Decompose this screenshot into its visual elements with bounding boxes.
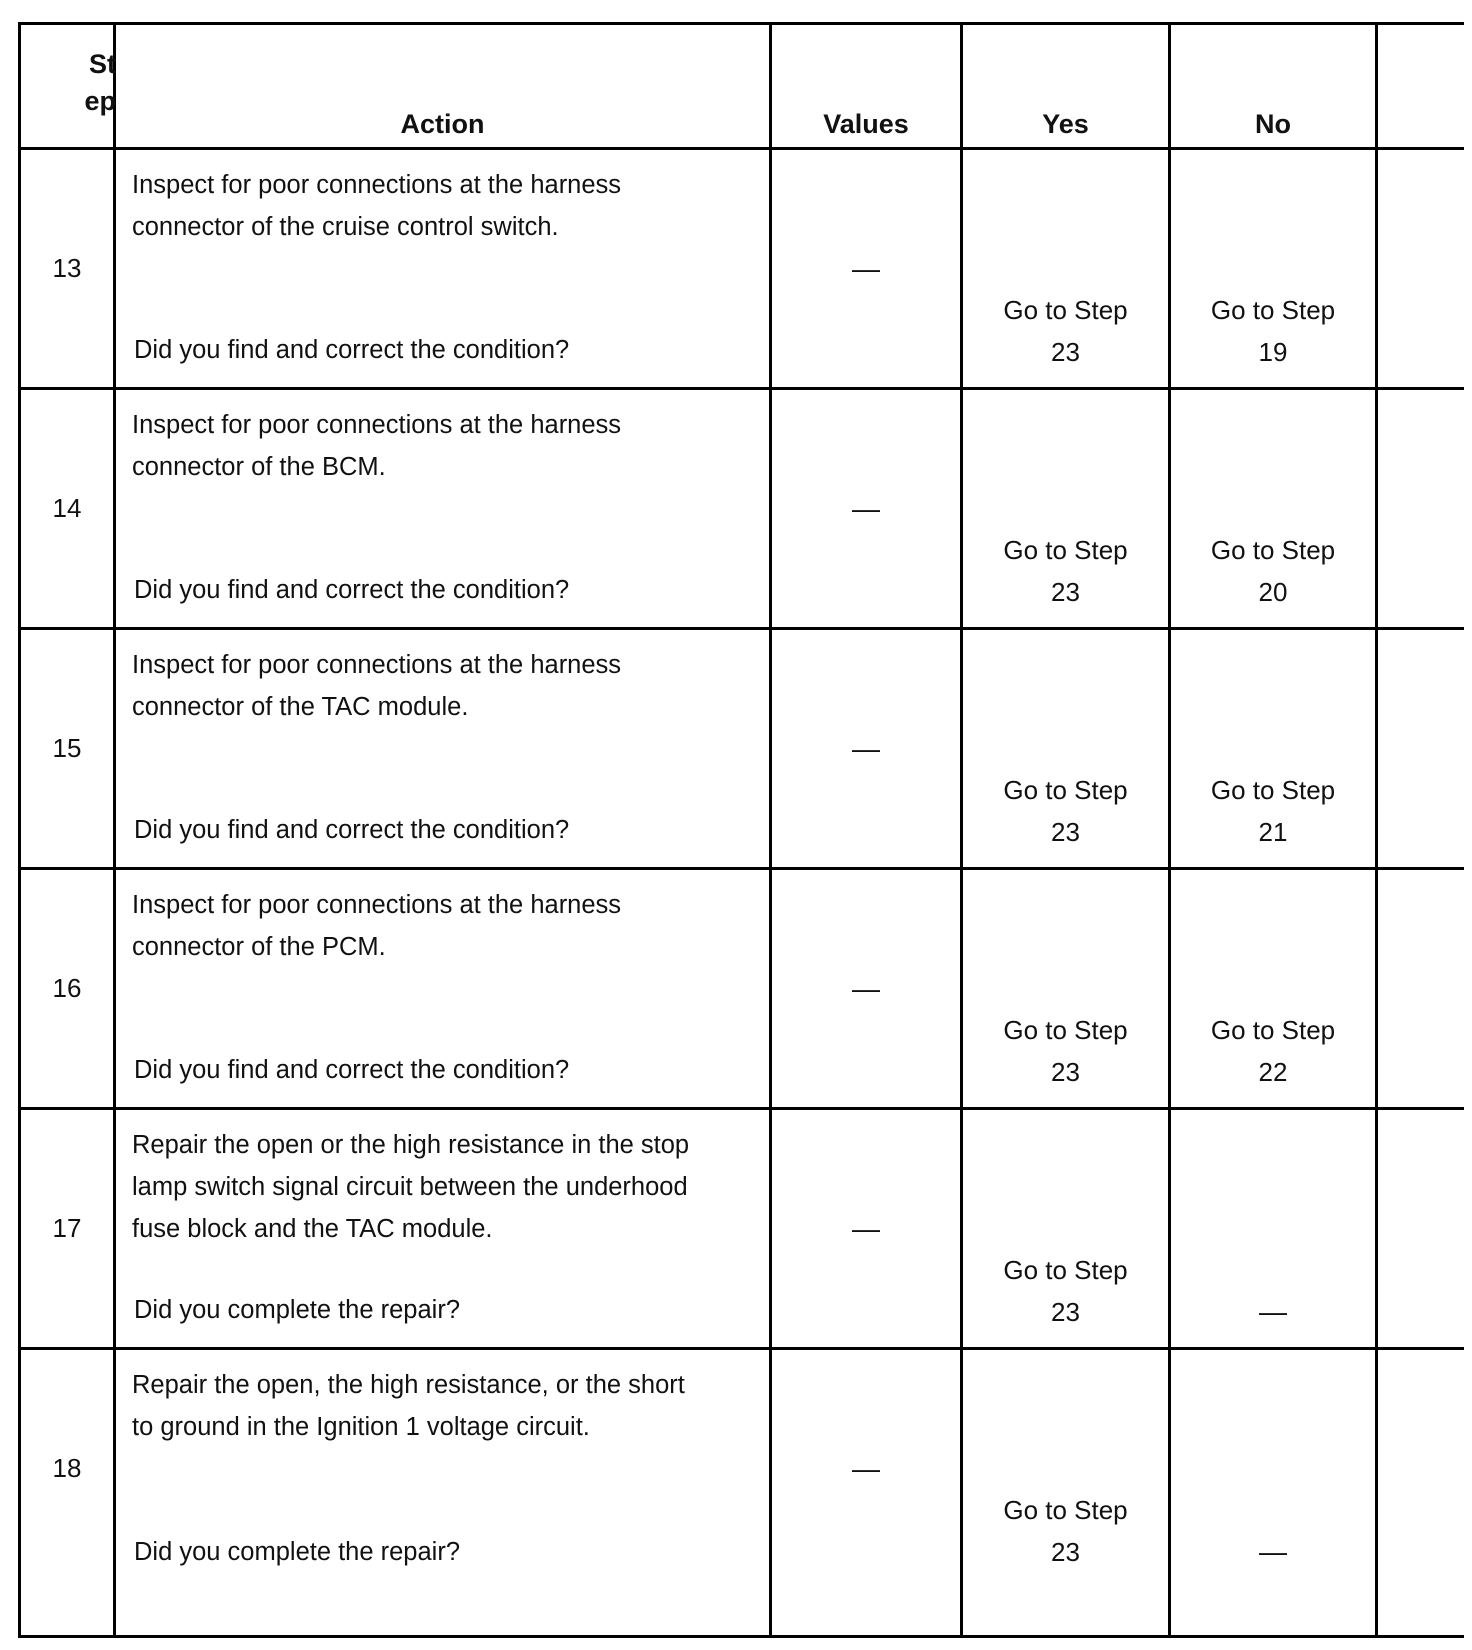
header-step-line1: St	[89, 49, 116, 79]
table-row	[18, 390, 1464, 627]
yes-cell	[963, 1350, 1168, 1587]
no-text: 21	[1258, 817, 1288, 847]
action-text: Repair the open, the high resistance, or the short to ground in the Ignition 1 voltage circuit.	[132, 1371, 685, 1441]
no-cell	[1171, 630, 1375, 867]
step-number: 17	[52, 1213, 82, 1243]
no-text: 20	[1258, 577, 1288, 607]
no-text: —	[1259, 1296, 1287, 1327]
table-row	[18, 1350, 1464, 1587]
action-question: Did you complete the repair?	[134, 1296, 461, 1324]
yes-cell	[963, 1110, 1168, 1347]
table-row	[18, 630, 1464, 867]
action-cell	[116, 630, 769, 867]
header-step-line2: ep	[84, 86, 116, 116]
header-yes: Yes	[1042, 109, 1089, 139]
no-text: Go to Step	[1210, 1015, 1336, 1045]
action-cell	[116, 150, 769, 387]
action-text: Repair the open or the high resistance in the stop lamp switch signal circuit between the underhood fuse block and the TAC module.	[132, 1131, 690, 1243]
yes-text: Go to Step	[1003, 1015, 1128, 1045]
no-cell	[1171, 1110, 1375, 1347]
no-text: —	[1259, 1536, 1287, 1567]
action-cell	[116, 1110, 769, 1347]
yes-text: Go to Step	[1003, 1255, 1128, 1285]
header-step	[18, 22, 116, 150]
step-number: 14	[52, 493, 82, 523]
header-values: Values	[823, 109, 909, 139]
yes-text: 23	[1051, 1297, 1080, 1327]
action-question: Did you find and correct the condition?	[134, 336, 570, 364]
yes-text: Go to Step	[1003, 535, 1128, 565]
no-text: Go to Step	[1210, 295, 1336, 325]
yes-text: 23	[1051, 1537, 1080, 1567]
action-question: Did you find and correct the condition?	[134, 816, 570, 844]
value-cell: —	[852, 492, 880, 524]
action-text: Inspect for poor connections at the harness connector of the cruise control switch.	[132, 171, 622, 241]
step-number: 15	[52, 733, 82, 763]
no-cell	[1171, 1350, 1375, 1587]
header-action: Action	[400, 109, 485, 139]
no-text: 22	[1258, 1057, 1288, 1087]
yes-text: Go to Step	[1003, 1495, 1128, 1525]
value-cell: —	[852, 1452, 880, 1484]
no-cell	[1171, 870, 1375, 1107]
table-row	[18, 150, 1464, 387]
action-question: Did you find and correct the condition?	[134, 1056, 570, 1084]
action-cell	[116, 870, 769, 1107]
action-cell	[116, 390, 769, 627]
step-number: 16	[52, 973, 82, 1003]
no-cell	[1171, 390, 1375, 627]
yes-text: 23	[1051, 337, 1080, 367]
yes-text: 23	[1051, 577, 1080, 607]
yes-text: 23	[1051, 1057, 1080, 1087]
yes-cell	[963, 630, 1168, 867]
value-cell: —	[852, 732, 880, 764]
table-row	[18, 870, 1464, 1107]
step-number: 18	[52, 1453, 82, 1483]
value-cell: —	[852, 972, 880, 1004]
yes-text: 23	[1051, 817, 1080, 847]
value-cell: —	[852, 1212, 880, 1244]
action-text: Inspect for poor connections at the harness connector of the BCM.	[132, 411, 622, 481]
value-cell: —	[852, 252, 880, 284]
yes-cell	[963, 150, 1168, 387]
action-question: Did you find and correct the condition?	[134, 576, 570, 604]
header-no: No	[1255, 109, 1291, 139]
no-text: Go to Step	[1210, 775, 1336, 805]
table-row	[18, 1110, 1464, 1347]
yes-text: Go to Step	[1003, 295, 1128, 325]
action-text: Inspect for poor connections at the harness connector of the PCM.	[132, 891, 622, 961]
action-cell	[116, 1350, 769, 1587]
yes-cell	[963, 870, 1168, 1107]
action-text: Inspect for poor connections at the harness connector of the TAC module.	[132, 651, 622, 721]
yes-text: Go to Step	[1003, 775, 1128, 805]
no-text: Go to Step	[1210, 535, 1336, 565]
no-cell	[1171, 150, 1375, 387]
yes-cell	[963, 390, 1168, 627]
diagnostic-table	[18, 22, 1464, 1638]
action-question: Did you complete the repair?	[134, 1538, 461, 1566]
step-number: 13	[52, 253, 82, 283]
no-text: 19	[1258, 337, 1288, 367]
